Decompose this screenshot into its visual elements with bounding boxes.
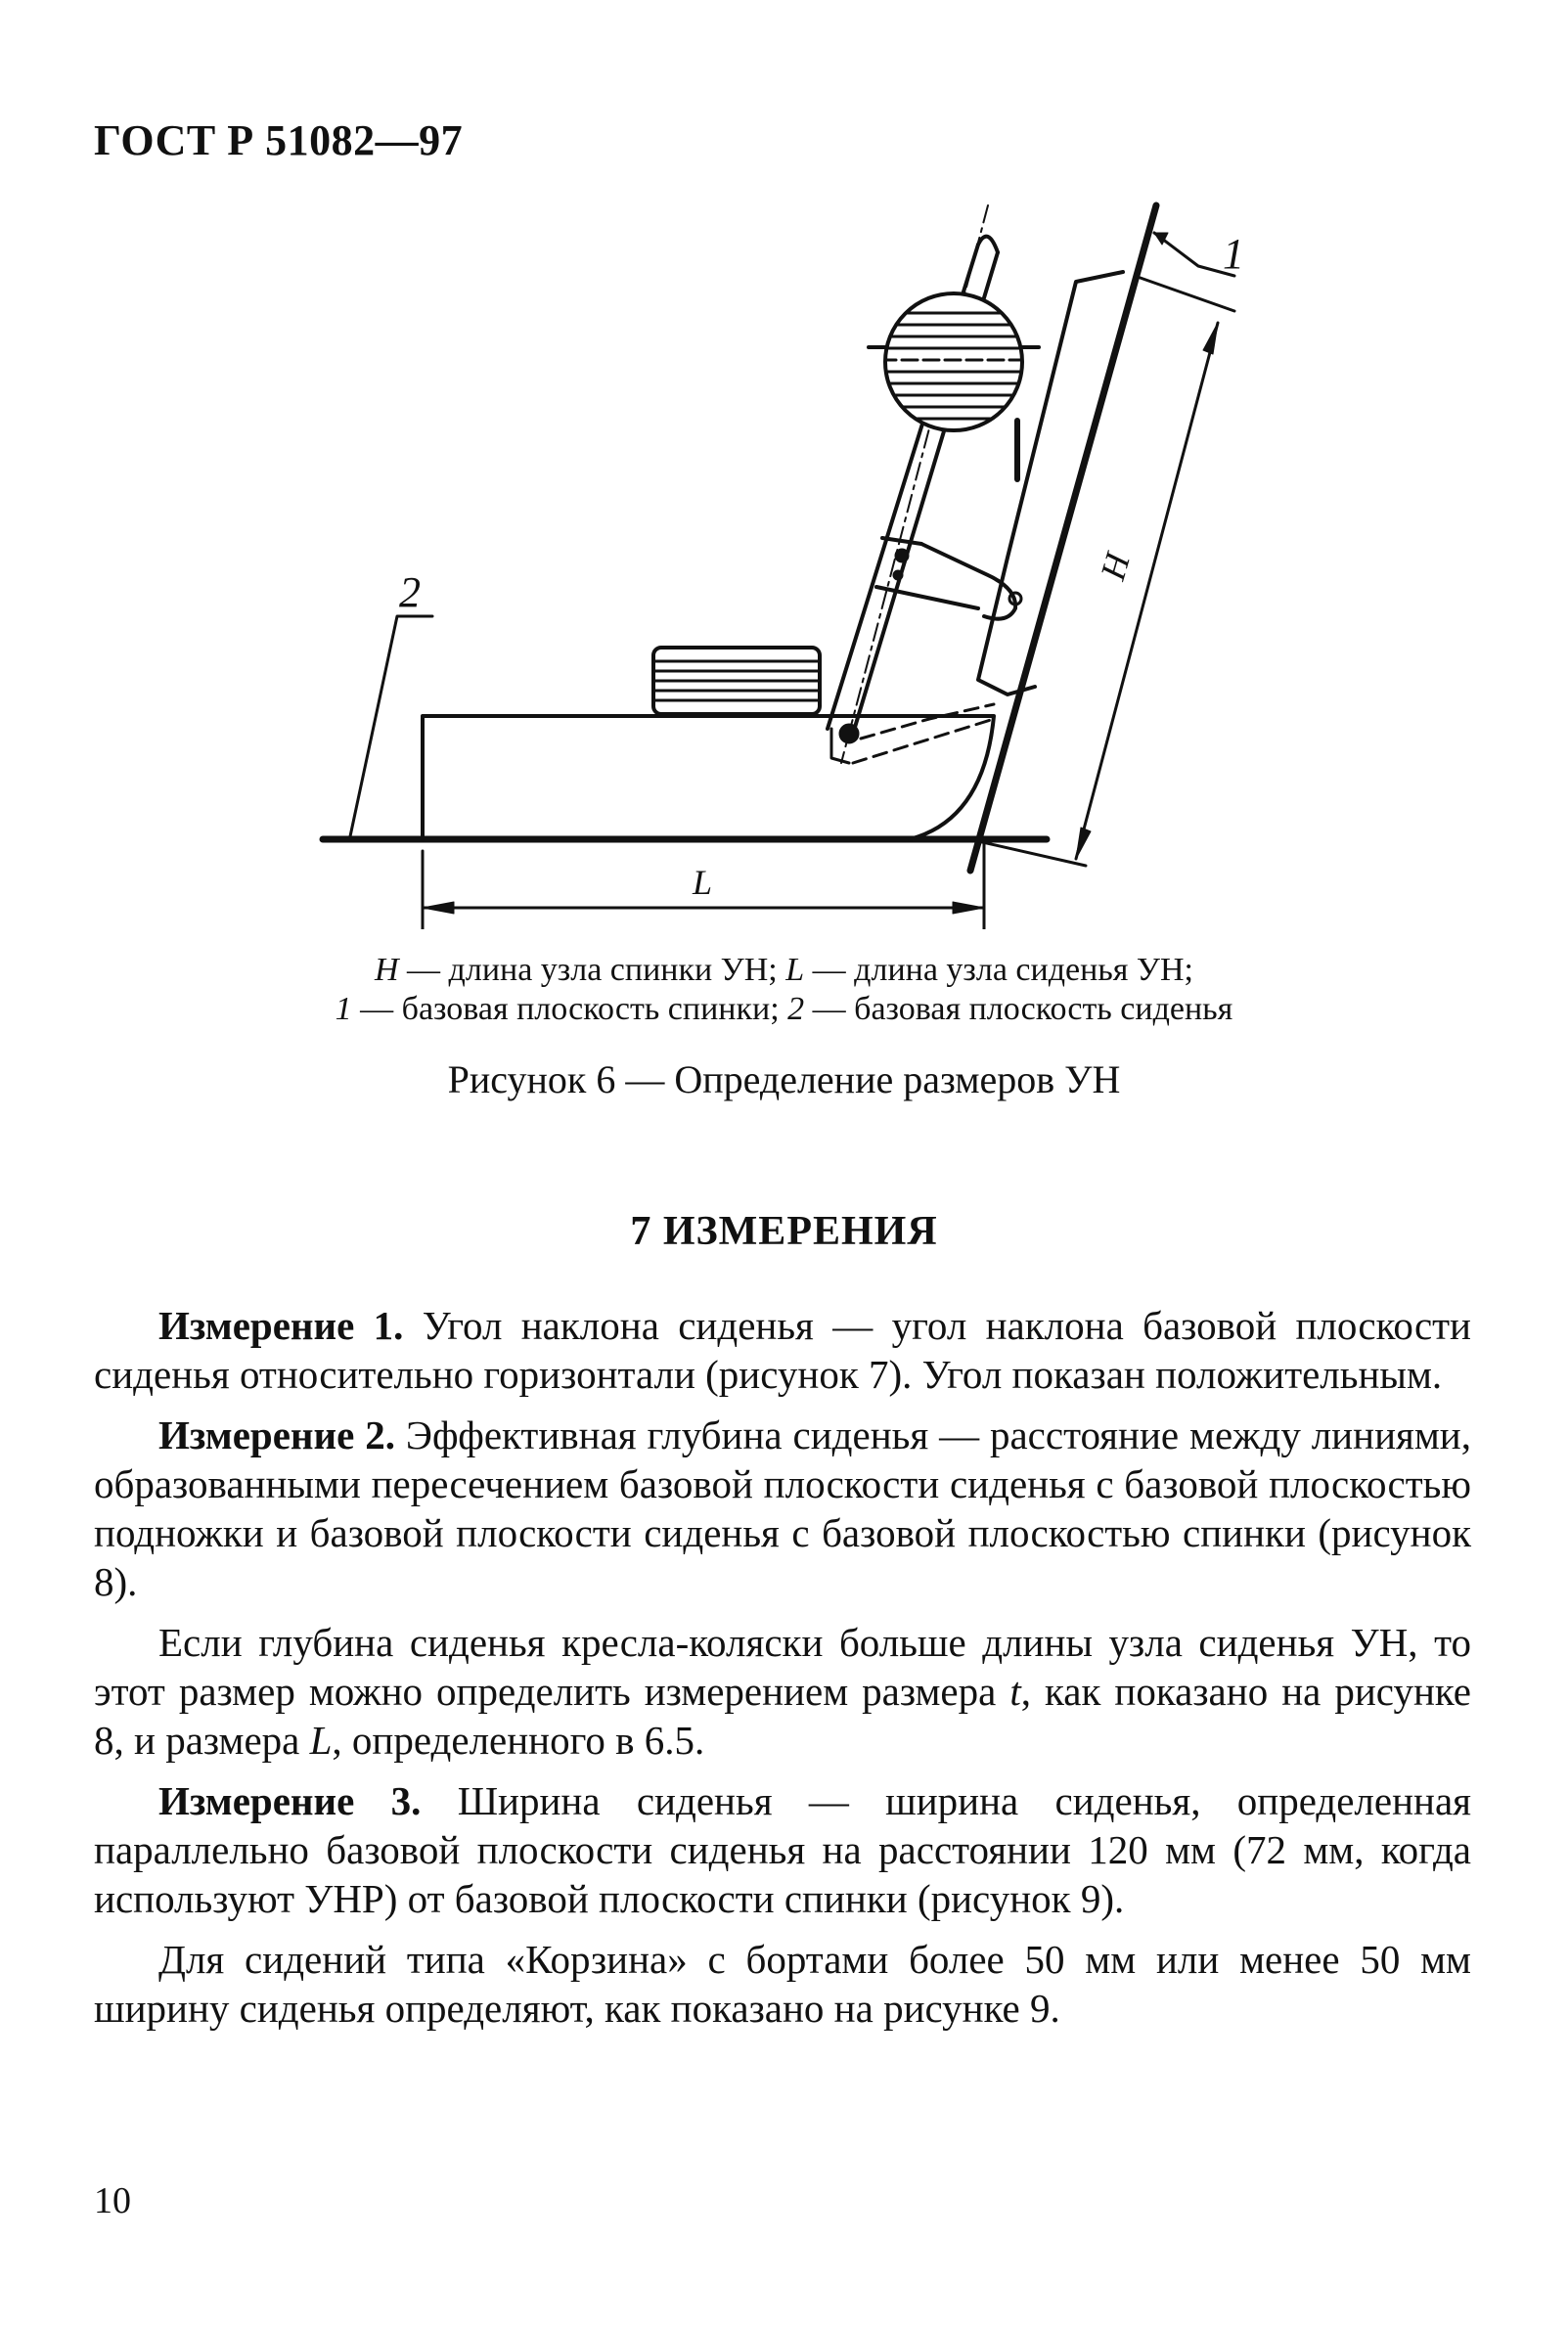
paragraph-text: , определенного в 6.5. xyxy=(332,1718,705,1763)
section-title: 7 ИЗМЕРЕНИЯ xyxy=(630,1209,938,1254)
seat-body xyxy=(423,716,994,839)
legend-line-2 xyxy=(0,990,1568,1029)
paragraph-symbol-t: t xyxy=(1009,1669,1021,1714)
figure-legend xyxy=(0,951,1568,1029)
paragraph-basket-seat xyxy=(94,1935,1471,2033)
body-text xyxy=(94,1301,1471,2044)
label-1: 1 xyxy=(1223,230,1244,278)
legend-symbol-1: 1 xyxy=(335,991,352,1027)
backrest-base-line xyxy=(970,205,1156,871)
figure-caption: Рисунок 6 — Определение размеров УН xyxy=(447,1057,1121,1101)
legend-text: — базовая плоскость спинки; xyxy=(351,991,788,1027)
paragraph-symbol-L: L xyxy=(309,1718,333,1763)
paragraph-text: Если глубина сиденья кресла-коляски больше длины узла сиденья УН, то этот размер можно определить измерением размера xyxy=(94,1620,1471,1714)
legend-line-1 xyxy=(0,951,1568,990)
paragraph-measurement-1 xyxy=(94,1301,1471,1399)
legend-text: — длина узла сиденья УН; xyxy=(804,952,1193,988)
label-H: H xyxy=(1093,549,1138,585)
label-2: 2 xyxy=(399,568,421,616)
legend-text: — длина узла спинки УН; xyxy=(398,952,786,988)
page-number: 10 xyxy=(94,2180,131,2221)
leader-2 xyxy=(350,616,432,836)
backrest-rod xyxy=(828,205,1021,763)
paragraph-lead: Измерение 1. xyxy=(158,1303,404,1348)
paragraph-lead: Измерение 2. xyxy=(158,1412,395,1457)
paragraph-measurement-3 xyxy=(94,1776,1471,1923)
paragraph-measurement-2 xyxy=(94,1411,1471,1606)
document-header: ГОСТ Р 51082—97 xyxy=(94,116,464,164)
paragraph-seat-depth-note xyxy=(94,1618,1471,1765)
paragraph-text: Эффективная глубина сиденья — расстояние между линиями, образованными пересечением базовой плоскости сиденья с базовой плоскостью подножки и базовой плоскости сиденья с базовой плоскостью спинки (рисунок 8). xyxy=(94,1412,1471,1604)
paragraph-text: Для сидений типа «Корзина» с бортами более 50 мм или менее 50 мм ширину сиденья определяют, как показано на рисунке 9. xyxy=(94,1937,1471,2031)
round-weight xyxy=(869,293,1039,430)
paragraph-text: Угол наклона сиденья — угол наклона базовой плоскости сиденья относительно горизонтали (рисунок 7). Угол показан положительным. xyxy=(94,1303,1471,1397)
label-L: L xyxy=(693,863,713,902)
legend-text: — базовая плоскость сиденья xyxy=(804,991,1233,1027)
legend-symbol-L: L xyxy=(785,952,805,988)
seat-weight-block xyxy=(653,648,820,714)
legend-symbol-2: 2 xyxy=(787,991,805,1027)
figure-6-drawing xyxy=(0,186,1568,929)
paragraph-text: Ширина сиденья — ширина сиденья, определенная параллельно базовой плоскости сиденья на расстоянии 120 мм (72 мм, когда используют УНР) от базовой плоскости спинки (рисунок 9). xyxy=(94,1778,1472,1921)
figure-6 xyxy=(0,186,1568,929)
paragraph-text: , как показано на рисунке 8, и размера xyxy=(94,1669,1471,1763)
legend-symbol-H: H xyxy=(374,952,399,988)
paragraph-lead: Измерение 3. xyxy=(158,1778,422,1823)
